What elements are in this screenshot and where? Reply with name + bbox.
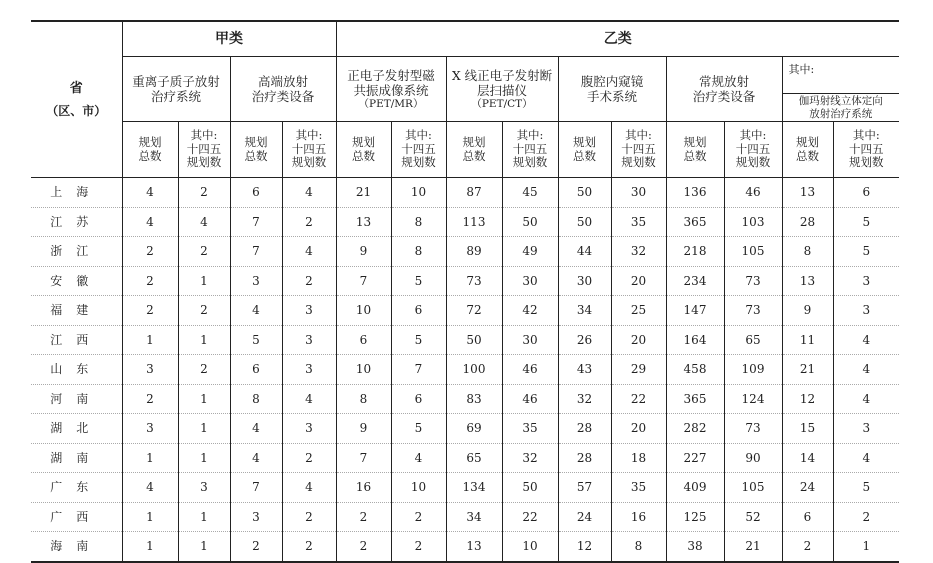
value-cell: 5 [833,237,899,267]
col-planned-total [336,122,391,178]
value-cell: 1 [178,266,230,296]
value-cell: 3 [833,266,899,296]
value-cell: 125 [666,502,724,532]
province-cell: 河南 [31,384,122,414]
value-cell: 2 [833,502,899,532]
col-14th-plan-line2: 十四五 [291,141,327,156]
value-cell: 21 [336,178,391,208]
col-planned-total-line1: 规划 [244,134,268,149]
province-cell: 安徽 [31,266,122,296]
table-row [31,473,899,503]
province-sub-label: （区、市） [46,104,107,119]
value-cell: 1 [833,532,899,562]
value-cell: 136 [666,178,724,208]
value-cell: 46 [724,178,782,208]
value-cell: 234 [666,266,724,296]
value-cell: 4 [122,178,178,208]
value-cell: 7 [230,473,282,503]
col-planned-total-line1: 规划 [683,134,707,149]
value-cell: 6 [230,355,282,385]
col-14th-plan [833,122,899,178]
province-cell: 湖北 [31,414,122,444]
equip-pet-mr-line2: 共振成像系统 [353,82,429,98]
value-cell: 9 [336,237,391,267]
col-planned-total [558,122,611,178]
equip-high-end-rt-line2: 治疗类设备 [251,89,315,104]
equip-heavy-ion-line2: 治疗系统 [150,89,201,104]
col-planned-total-line2: 总数 [244,148,268,163]
col-planned-total [230,122,282,178]
value-cell: 365 [666,207,724,237]
value-cell: 282 [666,414,724,444]
value-cell: 10 [336,355,391,385]
equip-pet-mr [336,57,446,122]
col-14th-plan [502,122,558,178]
value-cell: 4 [833,443,899,473]
value-cell: 46 [502,384,558,414]
value-cell: 24 [558,502,611,532]
value-cell: 4 [282,178,336,208]
value-cell: 83 [446,384,502,414]
col-planned-total-line1: 规划 [352,134,375,149]
col-14th-plan-line2: 十四五 [735,141,771,156]
value-cell: 218 [666,237,724,267]
table-row [31,443,899,473]
value-cell: 2 [178,355,230,385]
value-cell: 6 [230,178,282,208]
value-cell: 4 [391,443,446,473]
value-cell: 35 [611,473,666,503]
value-cell: 2 [122,237,178,267]
col-planned-total-line2: 总数 [796,148,819,163]
value-cell: 6 [391,296,446,326]
table-row [31,325,899,355]
equip-pet-ct [446,57,558,122]
value-cell: 89 [446,237,502,267]
col-planned-total-line1: 规划 [138,134,162,149]
value-cell: 29 [611,355,666,385]
value-cell: 7 [391,355,446,385]
value-cell: 4 [833,325,899,355]
value-cell: 1 [122,443,178,473]
value-cell: 100 [446,355,502,385]
col-planned-total-line1: 规划 [462,134,486,149]
value-cell: 3 [833,414,899,444]
value-cell: 72 [446,296,502,326]
value-cell: 2 [230,532,282,562]
value-cell: 21 [782,355,833,385]
value-cell: 50 [502,473,558,503]
value-cell: 8 [782,237,833,267]
gamma-line2: 放射治疗系统 [809,107,873,120]
province-cell: 广西 [31,502,122,532]
value-cell: 10 [502,532,558,562]
value-cell: 2 [282,266,336,296]
value-cell: 3 [122,414,178,444]
table-row [31,237,899,267]
value-cell: 4 [833,355,899,385]
equip-laparoscopic [558,57,666,122]
value-cell: 4 [122,473,178,503]
col-planned-total [122,122,178,178]
value-cell: 44 [558,237,611,267]
class-b-header: 乙类 [336,21,899,57]
col-14th-plan-line1: 其中: [190,127,218,142]
value-cell: 90 [724,443,782,473]
value-cell: 42 [502,296,558,326]
value-cell: 11 [782,325,833,355]
value-cell: 2 [178,296,230,326]
col-14th-plan-line3: 规划数 [401,155,436,170]
value-cell: 4 [122,207,178,237]
col-planned-total [666,122,724,178]
value-cell: 5 [391,325,446,355]
col-14th-plan-line1: 其中: [625,127,652,142]
value-cell: 227 [666,443,724,473]
table-row [31,532,899,562]
value-cell: 2 [178,237,230,267]
value-cell: 10 [391,178,446,208]
province-cell: 江西 [31,325,122,355]
col-planned-total-line2: 总数 [573,148,596,163]
value-cell: 73 [724,266,782,296]
value-cell: 50 [446,325,502,355]
value-cell: 105 [724,473,782,503]
value-cell: 8 [230,384,282,414]
value-cell: 3 [282,414,336,444]
value-cell: 34 [446,502,502,532]
table-row [31,296,899,326]
value-cell: 1 [122,325,178,355]
col-14th-plan-line3: 规划数 [621,155,656,170]
value-cell: 30 [558,266,611,296]
value-cell: 87 [446,178,502,208]
value-cell: 8 [391,237,446,267]
value-cell: 5 [833,207,899,237]
value-cell: 20 [611,266,666,296]
value-cell: 3 [282,355,336,385]
value-cell: 57 [558,473,611,503]
value-cell: 2 [178,178,230,208]
value-cell: 20 [611,325,666,355]
value-cell: 38 [666,532,724,562]
value-cell: 8 [391,207,446,237]
col-14th-plan-line1: 其中: [405,127,432,142]
value-cell: 43 [558,355,611,385]
col-planned-total [446,122,502,178]
table-row [31,414,899,444]
value-cell: 34 [558,296,611,326]
col-planned-total [782,122,833,178]
value-cell: 12 [782,384,833,414]
value-cell: 3 [122,355,178,385]
value-cell: 2 [282,532,336,562]
equip-pet-ct-line2: 层扫描仪 [476,82,527,98]
value-cell: 1 [178,502,230,532]
value-cell: 2 [282,502,336,532]
value-cell: 3 [833,296,899,326]
value-cell: 15 [782,414,833,444]
value-cell: 16 [611,502,666,532]
value-cell: 45 [502,178,558,208]
col-14th-plan-line2: 十四五 [512,141,548,156]
value-cell: 4 [282,237,336,267]
table-row [31,178,899,208]
value-cell: 2 [782,532,833,562]
value-cell: 30 [502,325,558,355]
value-cell: 52 [724,502,782,532]
equip-gamma-knife [782,94,899,122]
value-cell: 147 [666,296,724,326]
table-row [31,384,899,414]
col-14th-plan-line3: 规划数 [849,155,884,170]
province-cell: 江苏 [31,207,122,237]
province-header [31,21,122,178]
value-cell: 4 [230,414,282,444]
equip-conventional-rt-line2: 治疗类设备 [692,89,756,104]
equip-laparoscopic-line2: 手术系统 [586,89,637,104]
value-cell: 3 [178,473,230,503]
value-cell: 50 [558,207,611,237]
class-a-header: 甲类 [122,21,336,57]
col-planned-total-line2: 总数 [138,148,162,163]
value-cell: 30 [502,266,558,296]
equip-laparoscopic-line1: 腹腔内窥镜 [580,74,644,89]
value-cell: 105 [724,237,782,267]
table-row [31,207,899,237]
col-14th-plan-line1: 其中: [852,127,880,142]
value-cell: 7 [336,266,391,296]
col-14th-plan-line3: 规划数 [735,155,771,170]
value-cell: 1 [178,532,230,562]
value-cell: 103 [724,207,782,237]
value-cell: 28 [558,443,611,473]
value-cell: 458 [666,355,724,385]
value-cell: 4 [230,296,282,326]
province-cell: 广东 [31,473,122,503]
equip-pet-ct-line1: X 线正电子发射断 [451,67,553,83]
value-cell: 5 [391,414,446,444]
province-cell: 山东 [31,355,122,385]
col-planned-total-line1: 规划 [796,134,819,149]
value-cell: 65 [446,443,502,473]
value-cell: 8 [336,384,391,414]
value-cell: 1 [178,414,230,444]
value-cell: 2 [282,207,336,237]
value-cell: 6 [391,384,446,414]
value-cell: 13 [446,532,502,562]
col-14th-plan-line1: 其中: [516,127,544,142]
equip-pet-ct-line3: （PET/CT） [471,97,533,110]
province-label: 省 [69,80,83,96]
value-cell: 1 [178,443,230,473]
table-body [31,178,899,562]
col-planned-total-line2: 总数 [462,148,486,163]
value-cell: 4 [833,384,899,414]
value-cell: 26 [558,325,611,355]
value-cell: 32 [558,384,611,414]
province-cell: 福建 [31,296,122,326]
value-cell: 4 [282,384,336,414]
col-14th-plan-line2: 十四五 [401,141,436,156]
col-14th-plan [724,122,782,178]
value-cell: 69 [446,414,502,444]
col-14th-plan [391,122,446,178]
value-cell: 3 [282,325,336,355]
value-cell: 1 [178,384,230,414]
equipment-planning-table [31,20,899,563]
value-cell: 1 [122,502,178,532]
province-cell: 上海 [31,178,122,208]
value-cell: 24 [782,473,833,503]
value-cell: 164 [666,325,724,355]
value-cell: 6 [782,502,833,532]
value-cell: 1 [122,532,178,562]
value-cell: 13 [782,266,833,296]
value-cell: 2 [336,502,391,532]
col-planned-total-line2: 总数 [352,148,375,163]
equip-heavy-ion [122,57,230,122]
value-cell: 50 [558,178,611,208]
value-cell: 73 [446,266,502,296]
value-cell: 22 [502,502,558,532]
value-cell: 6 [336,325,391,355]
equip-pet-mr-line3: （PET/MR） [358,97,424,110]
subheader-row [31,122,899,178]
value-cell: 22 [611,384,666,414]
equip-conventional-rt [666,57,782,122]
col-14th-plan-line3: 规划数 [512,155,548,170]
value-cell: 3 [230,502,282,532]
value-cell: 5 [391,266,446,296]
value-cell: 73 [724,296,782,326]
equip-heavy-ion-line1: 重离子质子放射 [132,74,220,89]
value-cell: 18 [611,443,666,473]
value-cell: 4 [282,473,336,503]
value-cell: 409 [666,473,724,503]
value-cell: 12 [558,532,611,562]
equip-pet-mr-line1: 正电子发射型磁 [347,67,435,83]
col-14th-plan-line2: 十四五 [849,141,884,156]
value-cell: 124 [724,384,782,414]
value-cell: 30 [611,178,666,208]
value-cell: 2 [122,384,178,414]
col-14th-plan-line3: 规划数 [291,155,327,170]
value-cell: 8 [611,532,666,562]
value-cell: 2 [282,443,336,473]
value-cell: 5 [833,473,899,503]
value-cell: 3 [282,296,336,326]
value-cell: 1 [178,325,230,355]
col-14th-plan [178,122,230,178]
value-cell: 10 [391,473,446,503]
value-cell: 28 [782,207,833,237]
province-cell: 海南 [31,532,122,562]
col-planned-total-line2: 总数 [683,148,707,163]
value-cell: 4 [178,207,230,237]
col-14th-plan-line1: 其中: [295,127,323,142]
value-cell: 35 [611,207,666,237]
value-cell: 20 [611,414,666,444]
value-cell: 3 [230,266,282,296]
among-label: 其中: [782,57,899,94]
value-cell: 32 [611,237,666,267]
value-cell: 16 [336,473,391,503]
table-row [31,355,899,385]
value-cell: 73 [724,414,782,444]
value-cell: 9 [336,414,391,444]
value-cell: 2 [391,532,446,562]
value-cell: 25 [611,296,666,326]
gamma-line1: 伽玛射线立体定向 [798,94,883,107]
equip-high-end-rt-line1: 高端放射 [257,74,308,89]
value-cell: 5 [230,325,282,355]
value-cell: 6 [833,178,899,208]
value-cell: 9 [782,296,833,326]
equip-conventional-rt-line1: 常规放射 [698,74,749,89]
value-cell: 32 [502,443,558,473]
province-cell: 浙江 [31,237,122,267]
value-cell: 28 [558,414,611,444]
value-cell: 10 [336,296,391,326]
col-planned-total-line1: 规划 [573,134,596,149]
value-cell: 35 [502,414,558,444]
col-14th-plan [611,122,666,178]
value-cell: 46 [502,355,558,385]
value-cell: 50 [502,207,558,237]
value-cell: 21 [724,532,782,562]
value-cell: 14 [782,443,833,473]
value-cell: 7 [230,207,282,237]
col-14th-plan-line2: 十四五 [621,141,656,156]
province-cell: 湖南 [31,443,122,473]
value-cell: 7 [230,237,282,267]
equip-high-end-rt [230,57,336,122]
value-cell: 365 [666,384,724,414]
col-14th-plan [282,122,336,178]
value-cell: 113 [446,207,502,237]
value-cell: 49 [502,237,558,267]
value-cell: 2 [391,502,446,532]
col-14th-plan-line1: 其中: [739,127,767,142]
col-14th-plan-line2: 十四五 [186,141,222,156]
value-cell: 2 [122,266,178,296]
value-cell: 7 [336,443,391,473]
value-cell: 13 [782,178,833,208]
value-cell: 65 [724,325,782,355]
value-cell: 2 [336,532,391,562]
table-row [31,266,899,296]
table-row [31,502,899,532]
value-cell: 4 [230,443,282,473]
value-cell: 13 [336,207,391,237]
col-14th-plan-line3: 规划数 [186,155,222,170]
value-cell: 109 [724,355,782,385]
value-cell: 134 [446,473,502,503]
value-cell: 2 [122,296,178,326]
